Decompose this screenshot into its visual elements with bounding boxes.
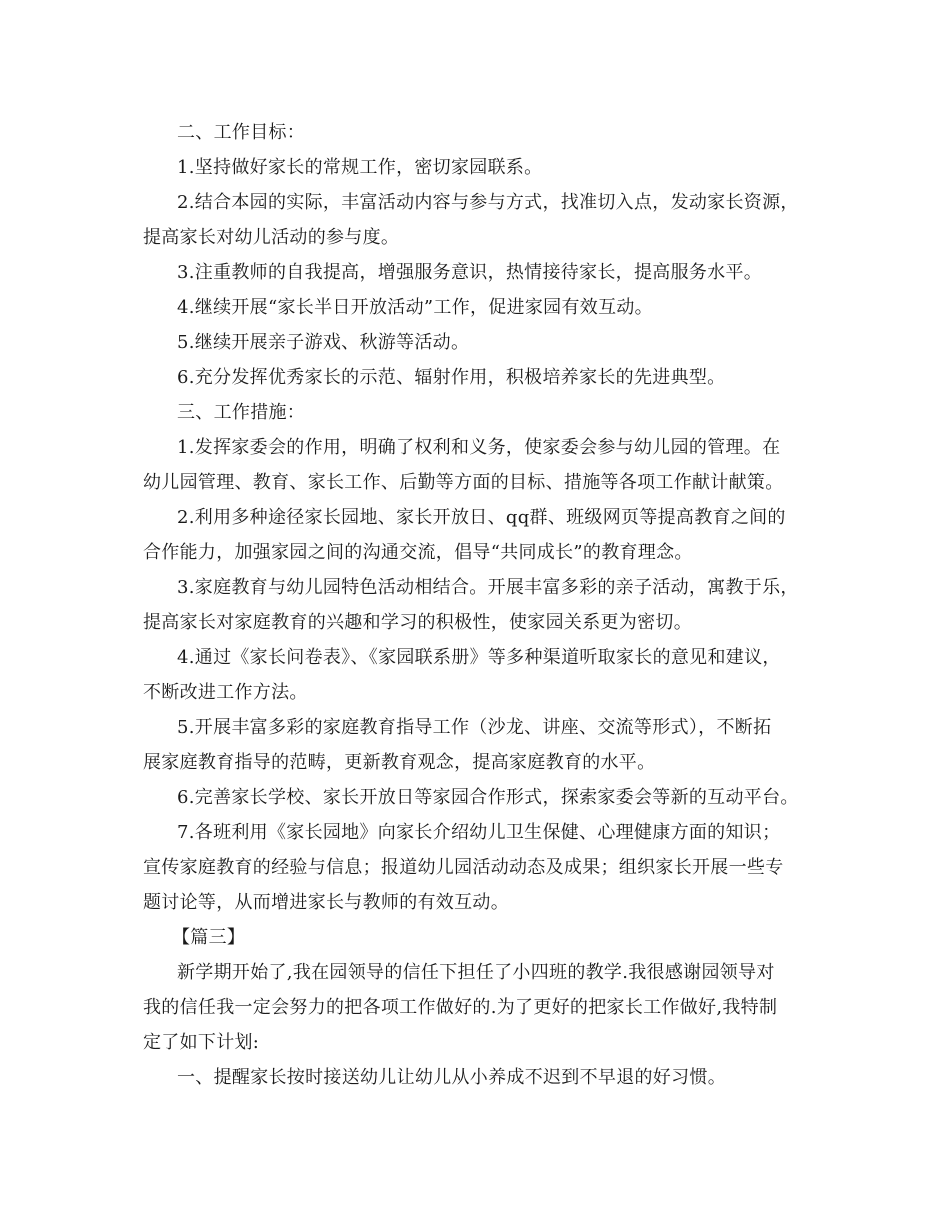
paragraph-line: 6.充分发挥优秀家长的示范、辐射作用，积极培养家长的先进典型。 bbox=[177, 367, 726, 388]
paragraph-line: 6.完善家长学校、家长开放日等家园合作形式，探索家委会等新的互动平台。 bbox=[177, 787, 799, 808]
paragraph-line: 3.注重教师的自我提高，增强服务意识，热情接待家长，提高服务水平。 bbox=[177, 262, 763, 283]
paragraph-line: 4.继续开展“家长半日开放活动”工作，促进家园有效互动。 bbox=[177, 297, 653, 318]
part-heading: 【篇三】 bbox=[172, 927, 246, 948]
paragraph-line: 2.结合本园的实际，丰富活动内容与参与方式，找准切入点，发动家长资源， bbox=[177, 192, 799, 213]
paragraph-line: 5.开展丰富多彩的家庭教育指导工作（沙龙、讲座、交流等形式），不断拓 bbox=[177, 717, 772, 738]
paragraph-line: 1.坚持做好家长的常规工作，密切家园联系。 bbox=[177, 157, 543, 178]
paragraph-line: 宣传家庭教育的经验与信息；报道幼儿园活动动态及成果；组织家长开展一些专 bbox=[143, 857, 784, 878]
section-heading-measures: 三、工作措施： bbox=[177, 402, 306, 423]
paragraph-line: 幼儿园管理、教育、家长工作、后勤等方面的目标、措施等各项工作献计献策。 bbox=[143, 472, 784, 493]
paragraph-line: 5.继续开展亲子游戏、秋游等活动。 bbox=[177, 332, 470, 353]
paragraph-line: 1.发挥家委会的作用，明确了权利和义务，使家委会参与幼儿园的管理。在 bbox=[177, 437, 781, 458]
paragraph-line: 4.通过《家长问卷表》、《家园联系册》等多种渠道听取家长的意见和建议， bbox=[177, 647, 781, 668]
paragraph-line: 3.家庭教育与幼儿园特色活动相结合。开展丰富多彩的亲子活动，寓教于乐， bbox=[177, 577, 799, 598]
paragraph-line: 提高家长对幼儿活动的参与度。 bbox=[143, 227, 400, 248]
section-heading-goals: 二、工作目标： bbox=[177, 122, 306, 143]
paragraph-line: 提高家长对家庭教育的兴趣和学习的积极性，使家园关系更为密切。 bbox=[143, 612, 692, 633]
paragraph-line: 我的信任我一定会努力的把各项工作做好的.为了更好的把家长工作做好,我特制 bbox=[143, 997, 778, 1018]
paragraph-line: 2.利用多种途径家长园地、家长开放日、qq群、班级网页等提高教育之间的 bbox=[177, 507, 786, 528]
paragraph-line: 定了如下计划: bbox=[143, 1032, 260, 1053]
paragraph-line: 题讨论等，从而增进家长与教师的有效互动。 bbox=[143, 892, 509, 913]
paragraph-line: 7.各班利用《家长园地》向家长介绍幼儿卫生保健、心理健康方面的知识； bbox=[177, 822, 781, 843]
paragraph-line: 合作能力，加强家园之间的沟通交流，倡导“共同成长”的教育理念。 bbox=[143, 542, 693, 563]
paragraph-line: 不断改进工作方法。 bbox=[143, 682, 308, 703]
paragraph-line: 一、提醒家长按时接送幼儿让幼儿从小养成不迟到不早退的好习惯。 bbox=[177, 1067, 726, 1088]
paragraph-line: 展家庭教育指导的范畴，更新教育观念，提高家庭教育的水平。 bbox=[143, 752, 656, 773]
paragraph-line: 新学期开始了,我在园领导的信任下担任了小四班的教学.我很感谢园领导对 bbox=[177, 962, 775, 983]
